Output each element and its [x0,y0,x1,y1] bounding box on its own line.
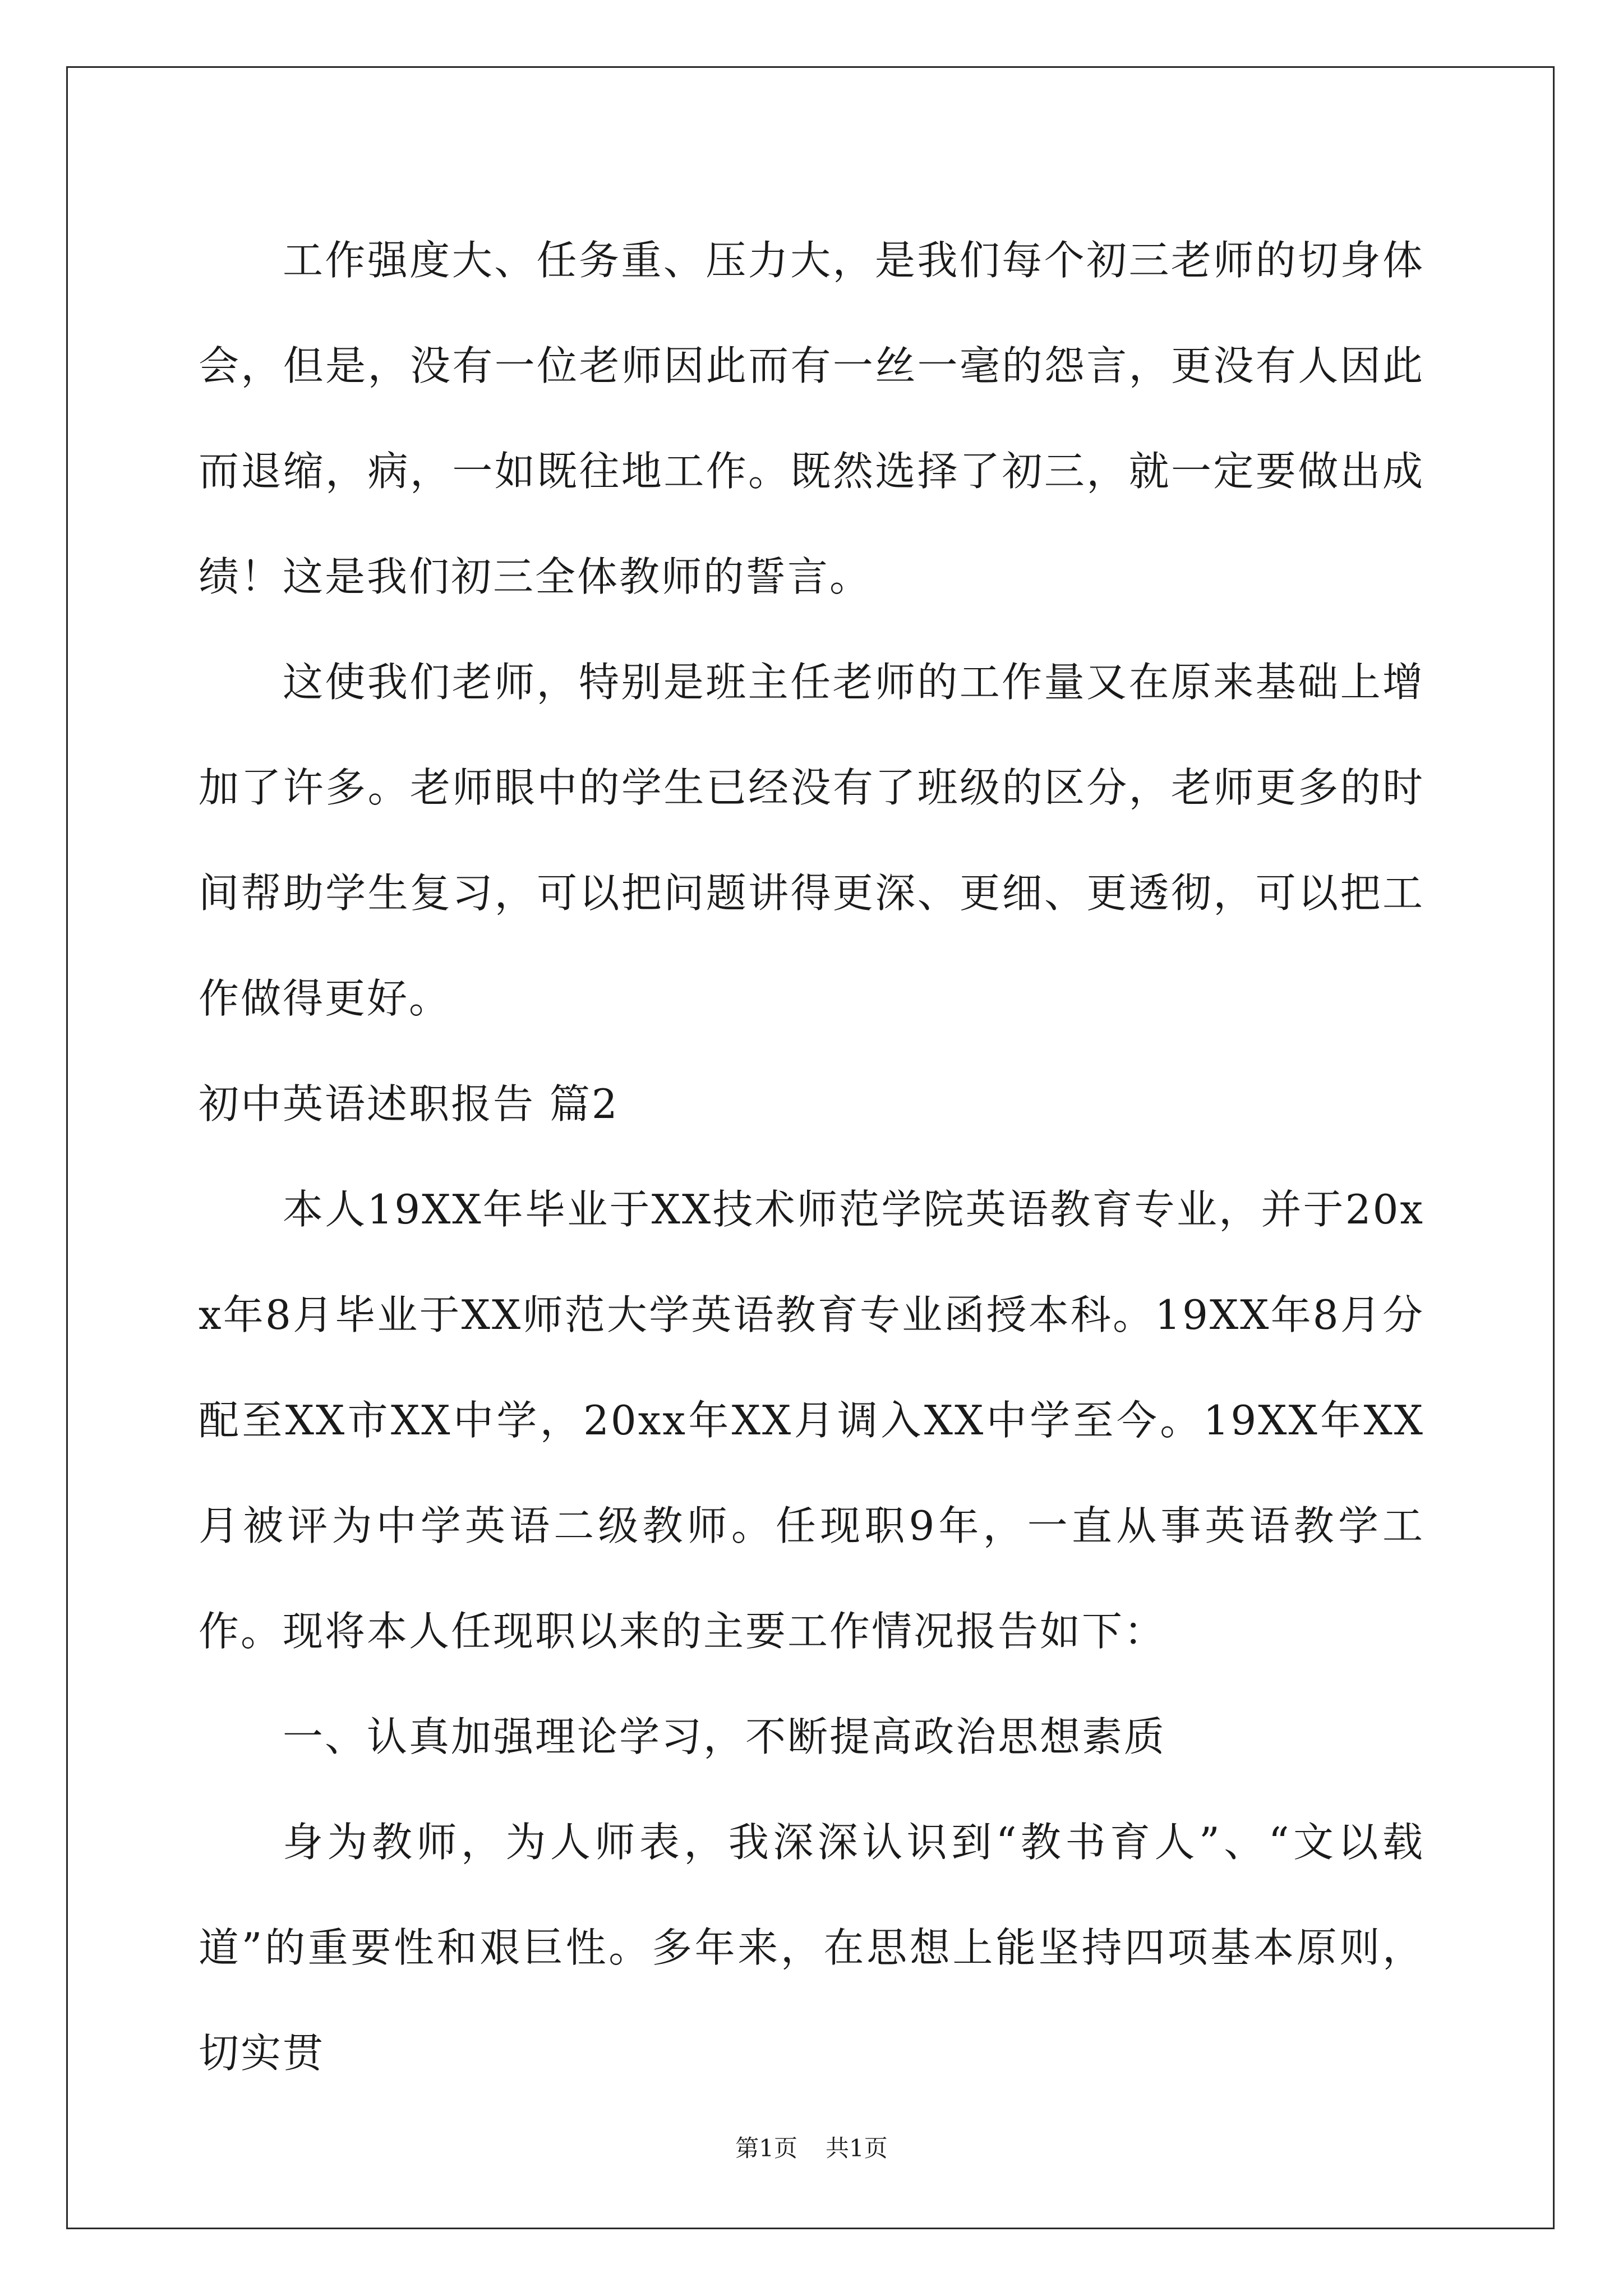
paragraph: 身为教师，为人师表，我深深认识到“教书育人”、“文以载道”的重要性和艰巨性。多年来，在思想上能坚持四项基本原则，切实贯 [199,1819,1424,2077]
paragraph: 工作强度大、任务重、压力大，是我们每个初三老师的切身体会，但是，没有一位老师因此而有一丝一毫的怨言，更没有人因此而退缩，病，一如既往地工作。既然选择了初三，就一定要做出成绩！这是我们初三全体教师的誓言。 [199,237,1424,600]
paragraph: 这使我们老师，特别是班主任老师的工作量又在原来基础上增加了许多。老师眼中的学生已经没有了班级的区分，老师更多的时间帮助学生复习，可以把问题讲得更深、更细、更透彻，可以把工作做得更好。 [199,659,1424,1022]
section-heading: 初中英语述职报告 篇2 [199,1080,619,1128]
current-page-label: 第1页 [735,2134,797,2162]
total-pages-label: 共1页 [826,2134,888,2162]
paragraph: 本人19XX年毕业于XX技术师范学院英语教育专业，并于20xx年8月毕业于XX师范大学英语教育专业函授本科。19XX年8月分配至XX市XX中学，20xx年XX月调入XX中学至今。19XX年XX月被评为中学英语二级教师。任现职9年，一直从事英语教学工作。现将本人任现职以来的主要工作情况报告如下： [199,1186,1424,1655]
paragraph: 一、认真加强理论学习，不断提高政治思想素质 [283,1713,1166,1760]
page-footer [0,2132,1623,2165]
document-body [199,208,1424,2106]
